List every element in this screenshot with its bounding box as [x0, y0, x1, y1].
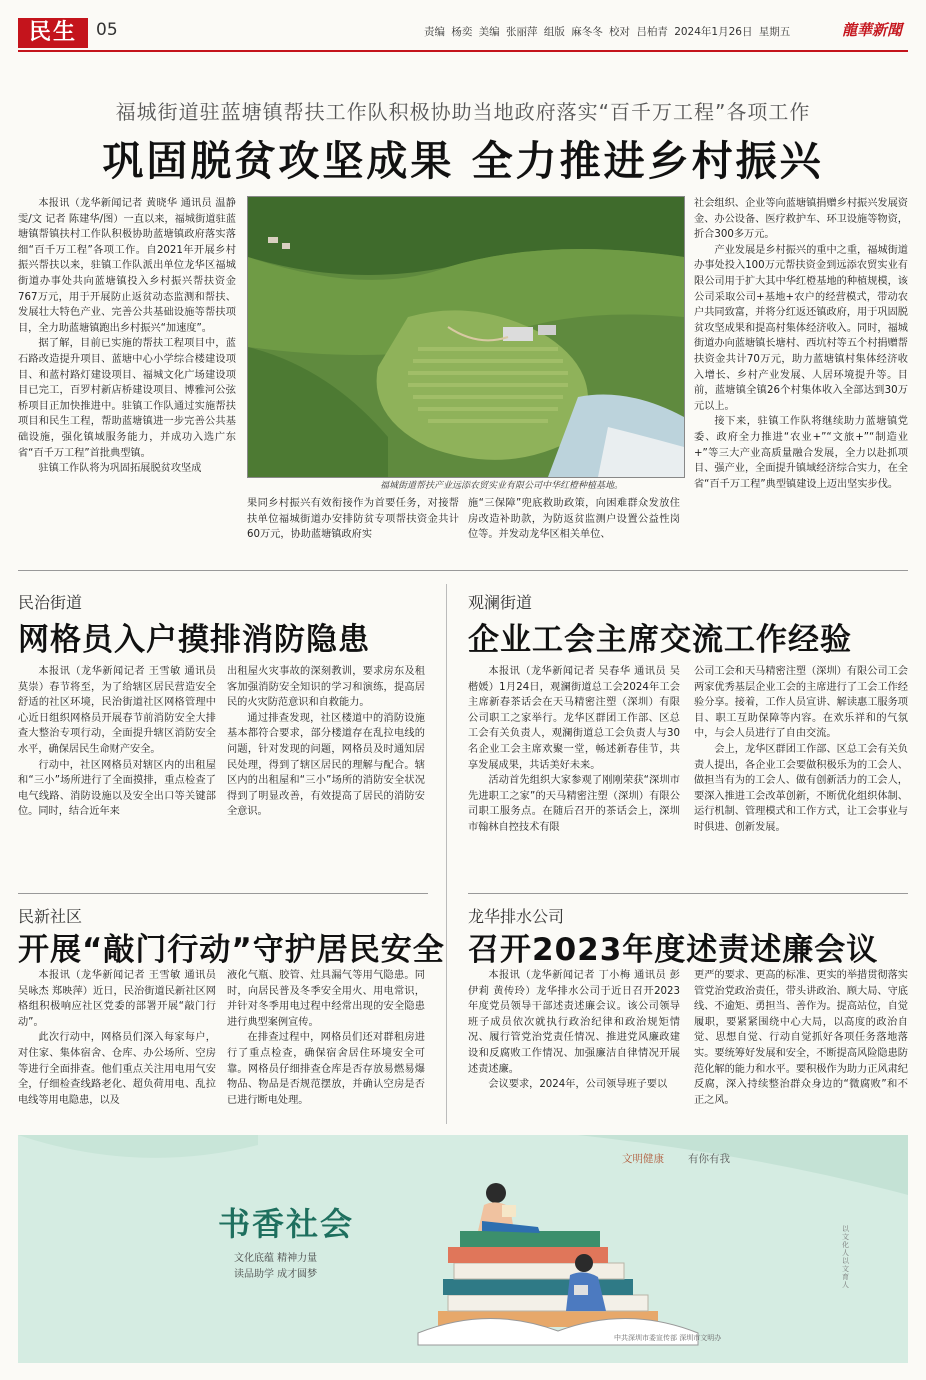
- photo-caption: 福城街道帮扶产业远添农贸实业有限公司中华红橙种植基地。: [380, 481, 624, 491]
- story-b-column-2: [694, 664, 908, 882]
- banner-vertical-text: 以文化人以文育人: [842, 1225, 849, 1289]
- story-b-kicker: 观澜街道: [468, 593, 533, 612]
- story-a-title: 网格员入户摸排消防隐患: [18, 622, 370, 658]
- paragraph: 施“三保障”兜底救助政策，向困难群众发放住房改造补助款，为防返贫监测户设置公益性岗位等。并发动龙华区相关单位、: [468, 498, 680, 541]
- banner-sponsor: 中共深圳市委宣传部 深圳市文明办: [614, 1334, 722, 1342]
- story-b-title: 企业工会主席交流工作经验: [468, 622, 852, 658]
- lead-column-2: [247, 496, 459, 552]
- paragraph: 行动中，社区网格员对辖区内的出租屋和“三小”场所进行了全面摸排，重点检查了电气线路、消防设施以及安全出口等关键部位。同时，结合近年来: [18, 759, 216, 818]
- paragraph: 本报讯（龙华新闻记者 吴春华 通讯员 吴楷媛）1月24日，观澜街道总工会2024年工会主席新春茶话会在天马精密注塑（深圳）有限公司职工之家举行。龙华区群团工作部、区总工会有关负责人，观澜街道总工会负责人与30名企业工会主席欢聚一堂，畅述新春佳节，共享发展成果，共话美好未来。: [468, 666, 680, 771]
- story-a-column-2: [227, 664, 425, 882]
- paragraph: 更严的要求、更高的标准、更实的举措贯彻落实管党治党政治责任，带头讲政治、顾大局、守底线、不逾矩、勇担当、善作为。提高站位，自觉履职，要紧紧围绕中心大局，以高度的政治自觉、思想自觉、行动自觉抓好各项任务落地落实。要统筹好发展和安全，不断提高风险隐患防范化解的能力和水平。要积极作为助力正风肃纪反腐，深入持续整治群众身边的“微腐败”和不正之风。: [694, 970, 908, 1106]
- banner-slogan: 文明健康: [622, 1153, 664, 1165]
- paragraph: 此次行动中，网格员们深入每家每户，对住家、集体宿舍、仓库、办公场所、空房等进行全面排查。他们重点关注用电用气安全，仔细检查线路老化、超负荷用电、乱拉电线等用电隐患，以及: [18, 1032, 216, 1106]
- story-a-kicker: 民治街道: [18, 593, 83, 612]
- story-b-column-1: [468, 664, 680, 882]
- story-d-column-1: [468, 968, 680, 1124]
- story-d-column-2: [694, 968, 908, 1124]
- story-c-column-2: [227, 968, 425, 1124]
- paragraph: 产业发展是乡村振兴的重中之重，福城街道办事处投入100万元帮扶资金到远添农贸实业有限公司用于扩大其中华红橙基地的种植规模，该公司采取公司+基地+农户的经营模式，带动农户共同致富，并将分红返还镇政府，用于巩固脱贫攻坚成果和提高村集体经济收入。同时，福城街道办向蓝塘镇长塘村、西坑村等五个村捐赠帮扶资金共计70万元，助力蓝塘镇村集体经济收入增长、乡村产业发展、人居环境提升等。目前，蓝塘镇全镇26个村集体收入全部达到30万元以上。: [694, 244, 908, 412]
- story-d-title: 召开2023年度述责述廉会议: [468, 932, 879, 968]
- paragraph: 会议要求，2024年，公司领导班子要以: [488, 1079, 668, 1091]
- header-credits: 责编 杨奕 美编 张丽萍 组版 麻冬冬 校对 吕柏青 2024年1月26日 星期五: [424, 26, 791, 38]
- page-number: 05: [96, 20, 118, 40]
- banner-title: 书香社会: [218, 1205, 355, 1243]
- lead-column-1: [18, 196, 236, 552]
- header-divider: [18, 50, 908, 52]
- story-c-column-1: [18, 968, 216, 1124]
- lead-subtitle: 福城街道驻蓝塘镇帮扶工作队积极协助当地政府落实“百千万工程”各项工作: [115, 100, 811, 124]
- paragraph: 出租屋火灾事故的深刻教训，要求房东及租客加强消防安全知识的学习和演练，提高居民的火灾防范意识和自救能力。: [227, 666, 425, 709]
- banner-slogan: 有你有我: [688, 1153, 730, 1165]
- book-illustration: [18, 1135, 908, 1363]
- banner-tagline: 文化底蕴 精神力量: [234, 1253, 318, 1264]
- story-c-title: 开展“敲门行动”守护居民安全: [18, 932, 445, 968]
- lead-title: 巩固脱贫攻坚成果 全力推进乡村振兴: [102, 137, 824, 185]
- section-divider: [18, 570, 908, 571]
- paragraph: 社会组织、企业等向蓝塘镇捐赠乡村振兴发展资金、办公设备、医疗救护车、环卫设施等物资，折合300多万元。: [694, 198, 908, 241]
- paragraph: 本报讯（龙华新闻记者 丁小梅 通讯员 彭伊莉 黄传玲）龙华排水公司于近日召开2023年度党员领导干部述责述廉会议。该公司领导班子成员依次就执行政治纪律和政治规矩情况、履行管党治党责任情况、推进党风廉政建设和反腐败工作情况、加强廉洁自律情况开展述责述廉。: [468, 970, 680, 1075]
- lead-column-4: [694, 196, 908, 552]
- section-divider: [18, 893, 428, 894]
- paragraph: 本报讯（龙华新闻记者 王雪敏 通讯员 吴咏杰 郑映萍）近日，民治街道民新社区网格组积极响应社区党委的部署开展“敲门行动”。: [18, 970, 216, 1028]
- column-divider: [446, 584, 447, 1124]
- section-tag: 民生: [18, 18, 88, 48]
- lead-column-3: [468, 496, 680, 552]
- paragraph: 果同乡村振兴有效衔接作为首要任务，对接帮扶单位福城街道办安排防贫专项帮扶资金共计60万元，协助蓝塘镇政府实: [247, 498, 459, 541]
- paragraph: 在排查过程中，网格员们还对群租房进行了重点检查，确保宿舍居住环境安全可靠。网格员仔细排查仓库是否存放易燃易爆物品、物品是否规范摆放，并确认空房是否已进行断电处理。: [227, 1032, 425, 1106]
- newspaper-logo: 龍華新聞: [842, 21, 903, 39]
- paragraph: 活动首先组织大家参观了刚刚荣获“深圳市先进职工之家”的天马精密注塑（深圳）有限公司职工服务点。在随后召开的茶话会上，深圳市翰林自控技术有限: [468, 775, 680, 833]
- banner-tagline: 读品助学 成才圆梦: [234, 1269, 318, 1280]
- paragraph: 液化气瓶、胶管、灶具漏气等用气隐患。同时，向居民普及冬季安全用火、用电常识，并针对冬季用电过程中经常出现的安全隐患进行典型案例宣传。: [227, 970, 425, 1028]
- aerial-farm-photo: [247, 196, 685, 478]
- paragraph: 接下来，驻镇工作队将继续助力蓝塘镇党委、政府全力推进“农业+”“文旅+”“制造业+”等三大产业高质量融合发展，全力以赴抓项目、强产业，全面提升镇域经济综合实力，在全省“百千万工程”典型镇建设上迈出坚实步伐。: [694, 416, 908, 490]
- paragraph: 驻镇工作队将为巩固拓展脱贫攻坚成: [38, 463, 202, 475]
- story-d-kicker: 龙华排水公司: [468, 907, 565, 926]
- story-a-column-1: [18, 664, 216, 882]
- paragraph: 本报讯（龙华新闻记者 王雪敏 通讯员 莫崇）春节将至，为了给辖区居民营造安全舒适的社区环境，民治街道社区网格管理中心近日组织网格员开展春节前消防安全大排查大整治专项行动，全面提升辖区消防安全水平，确保居民生命财产安全。: [18, 666, 216, 755]
- story-c-kicker: 民新社区: [18, 907, 83, 926]
- paragraph: 据了解，目前已实施的帮扶工程项目中，蓝石路改造提升项目、蓝塘中心小学综合楼建设项目、和蓝村路灯建设项目、福城文化广场建设项目已完工，百罗村新店桥建设项目、博雅河公弦桥项目正加快推进中。驻镇工作队通过实施帮扶项目和民生工程，帮助蓝塘镇进一步完善公共基础设施，强化镇域服务能力，并成功入选广东省“百千万工程”首批典型镇。: [18, 338, 236, 459]
- paragraph: 公司工会和天马精密注塑（深圳）有限公司工会两家优秀基层企业工会的主席进行了工会工作经验分享。接着，工作人员宣讲、解读惠工服务项目、职工互助保障等内容。在欢乐祥和的气氛中，与会人员进行了自由交流。: [694, 666, 908, 740]
- paragraph: 通过排查发现，社区楼道中的消防设施基本都符合要求，部分楼道存在乱拉电线的问题，针对发现的问题，网格员及时通知居民处理，得到了辖区居民的理解与配合。辖区内的出租屋和“三小”场所的消防安全状况得到了明显改善，有效提高了居民的消防安全意识。: [227, 712, 425, 818]
- paragraph: 会上，龙华区群团工作部、区总工会有关负责人提出，各企业工会要做积极乐为的工会人、做担当有为的工会人、做有创新活力的工会人，要深入推进工会改革创新，不断优化组织体制、运行机制、管理模式和工作方式，让工会事业与时俱进、创新发展。: [694, 743, 908, 833]
- paragraph: 本报讯（龙华新闻记者 黄晓华 通讯员 温静雯/文 记者 陈建华/图）一直以来，福城街道驻蓝塘镇帮镇扶村工作队积极协助蓝塘镇政府落实落细“百千万工程”各项工作。自2021年开展乡村振兴帮扶以来，驻镇工作队派出单位龙华区福城街道办事处共向蓝塘镇投入乡村振兴帮扶资金767万元，用于开展防止返贫动态监测和帮扶、发展壮大特色产业、完善公共基础设施等帮扶项目，全力助蓝塘镇跑出乡村振兴“加速度”。: [18, 198, 236, 334]
- section-divider: [468, 893, 908, 894]
- public-service-banner: [18, 1135, 908, 1363]
